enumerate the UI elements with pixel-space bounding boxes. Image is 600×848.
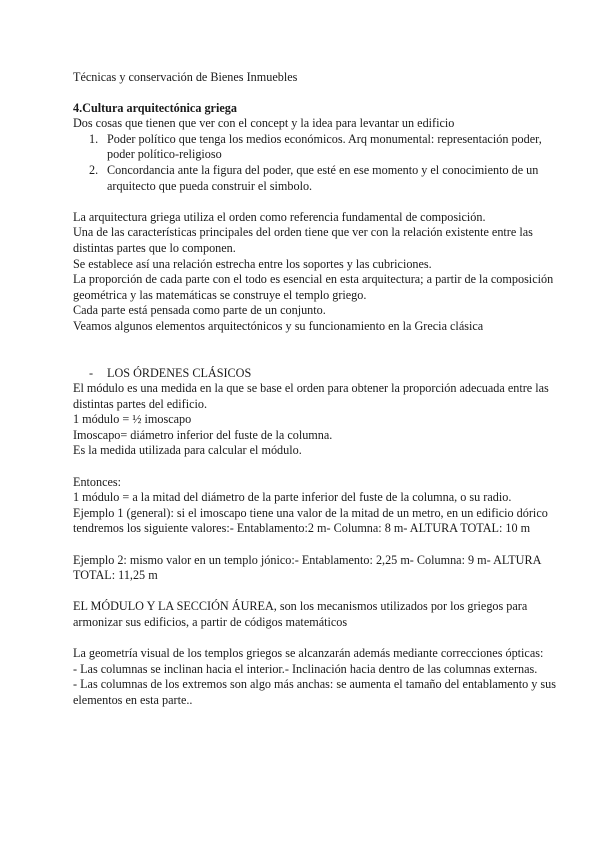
- paragraph-line: - Las columnas de los extremos son algo más anchas: se aumenta el tamaño del entablamento y sus elementos en esta parte..: [73, 677, 556, 707]
- paragraph-line: Ejemplo 2: mismo valor en un templo jónico:- Entablamento: 2,25 m- Columna: 9 m- ALTURA TOTAL: 11,25 m: [73, 552, 541, 583]
- list-text: Poder político que tenga los medios económicos. Arq monumental: representación poder, poder político-religioso: [107, 131, 542, 162]
- list-number: 2.: [89, 162, 99, 177]
- paragraph-line: La proporción de cada parte con el todo es esencial en esta arquitectura; a partir de la composición geométrica y las matemáticas se construye el templo griego.: [73, 272, 554, 302]
- dash-bullet: -: [89, 365, 94, 380]
- paragraph-line: Una de las características principales del orden tiene que ver con la relación existente entre las distintas partes que lo componen.: [73, 225, 533, 255]
- document-header: Técnicas y conservación de Bienes Inmuebles: [73, 70, 298, 84]
- list-item: [73, 132, 560, 163]
- paragraph-line: Veamos algunos elementos arquitectónicos y su funcionamiento en la Grecia clásica: [73, 318, 484, 333]
- intro-line: Dos cosas que tienen que ver con el concept y la idea para levantar un edificio: [73, 116, 455, 131]
- paragraph-line: EL MÓDULO Y LA SECCIÓN ÁUREA, son los mecanismos utilizados por los griegos para armonizar sus edificios, a partir de códigos matemáticos: [73, 599, 528, 629]
- list-number: 1.: [89, 131, 99, 146]
- subheading-ordenes: [73, 366, 560, 382]
- numbered-list: [73, 132, 560, 194]
- paragraph-line: La arquitectura griega utiliza el orden como referencia fundamental de composición.: [73, 209, 486, 224]
- paragraph-line: Imoscapo= diámetro inferior del fuste de la columna.: [73, 427, 333, 442]
- paragraph-line: 1 módulo = ½ imoscapo: [73, 412, 192, 427]
- paragraph-line: Ejemplo 1 (general): si el imoscapo tiene una valor de la mitad de un metro, en un edificio dórico tendremos los siguiente valores:- Entablamento:2 m- Columna: 8 m- ALTURA TOTAL: 10 m: [73, 505, 548, 536]
- paragraph-line: 1 módulo = a la mitad del diámetro de la parte inferior del fuste de la columna, o su radio.: [73, 490, 512, 505]
- paragraph-line: El módulo es una medida en la que se base el orden para obtener la proporción adecuada entre las distintas partes del edificio.: [73, 381, 549, 411]
- paragraph-line: Es la medida utilizada para calcular el módulo.: [73, 443, 302, 458]
- paragraph-line: - Las columnas se inclinan hacia el interior.- Inclinación hacia dentro de las columnas externas.: [73, 661, 538, 676]
- paragraph-line: Cada parte está pensada como parte de un conjunto.: [73, 303, 326, 318]
- paragraph-line: La geometría visual de los templos griegos se alcanzarán además mediante correcciones ópticas:: [73, 646, 544, 661]
- list-text: Concordancia ante la figura del poder, que esté en ese momento y el conocimiento de un arquitecto que pueda construir el simbolo.: [107, 162, 539, 193]
- subheading-text: LOS ÓRDENES CLÁSICOS: [107, 365, 252, 380]
- list-item: [73, 163, 560, 194]
- paragraph-line: Entonces:: [73, 474, 122, 489]
- paragraph-line: Se establece así una relación estrecha entre los soportes y las cubriciones.: [73, 256, 432, 271]
- section-title: 4.Cultura arquitectónica griega: [73, 100, 237, 115]
